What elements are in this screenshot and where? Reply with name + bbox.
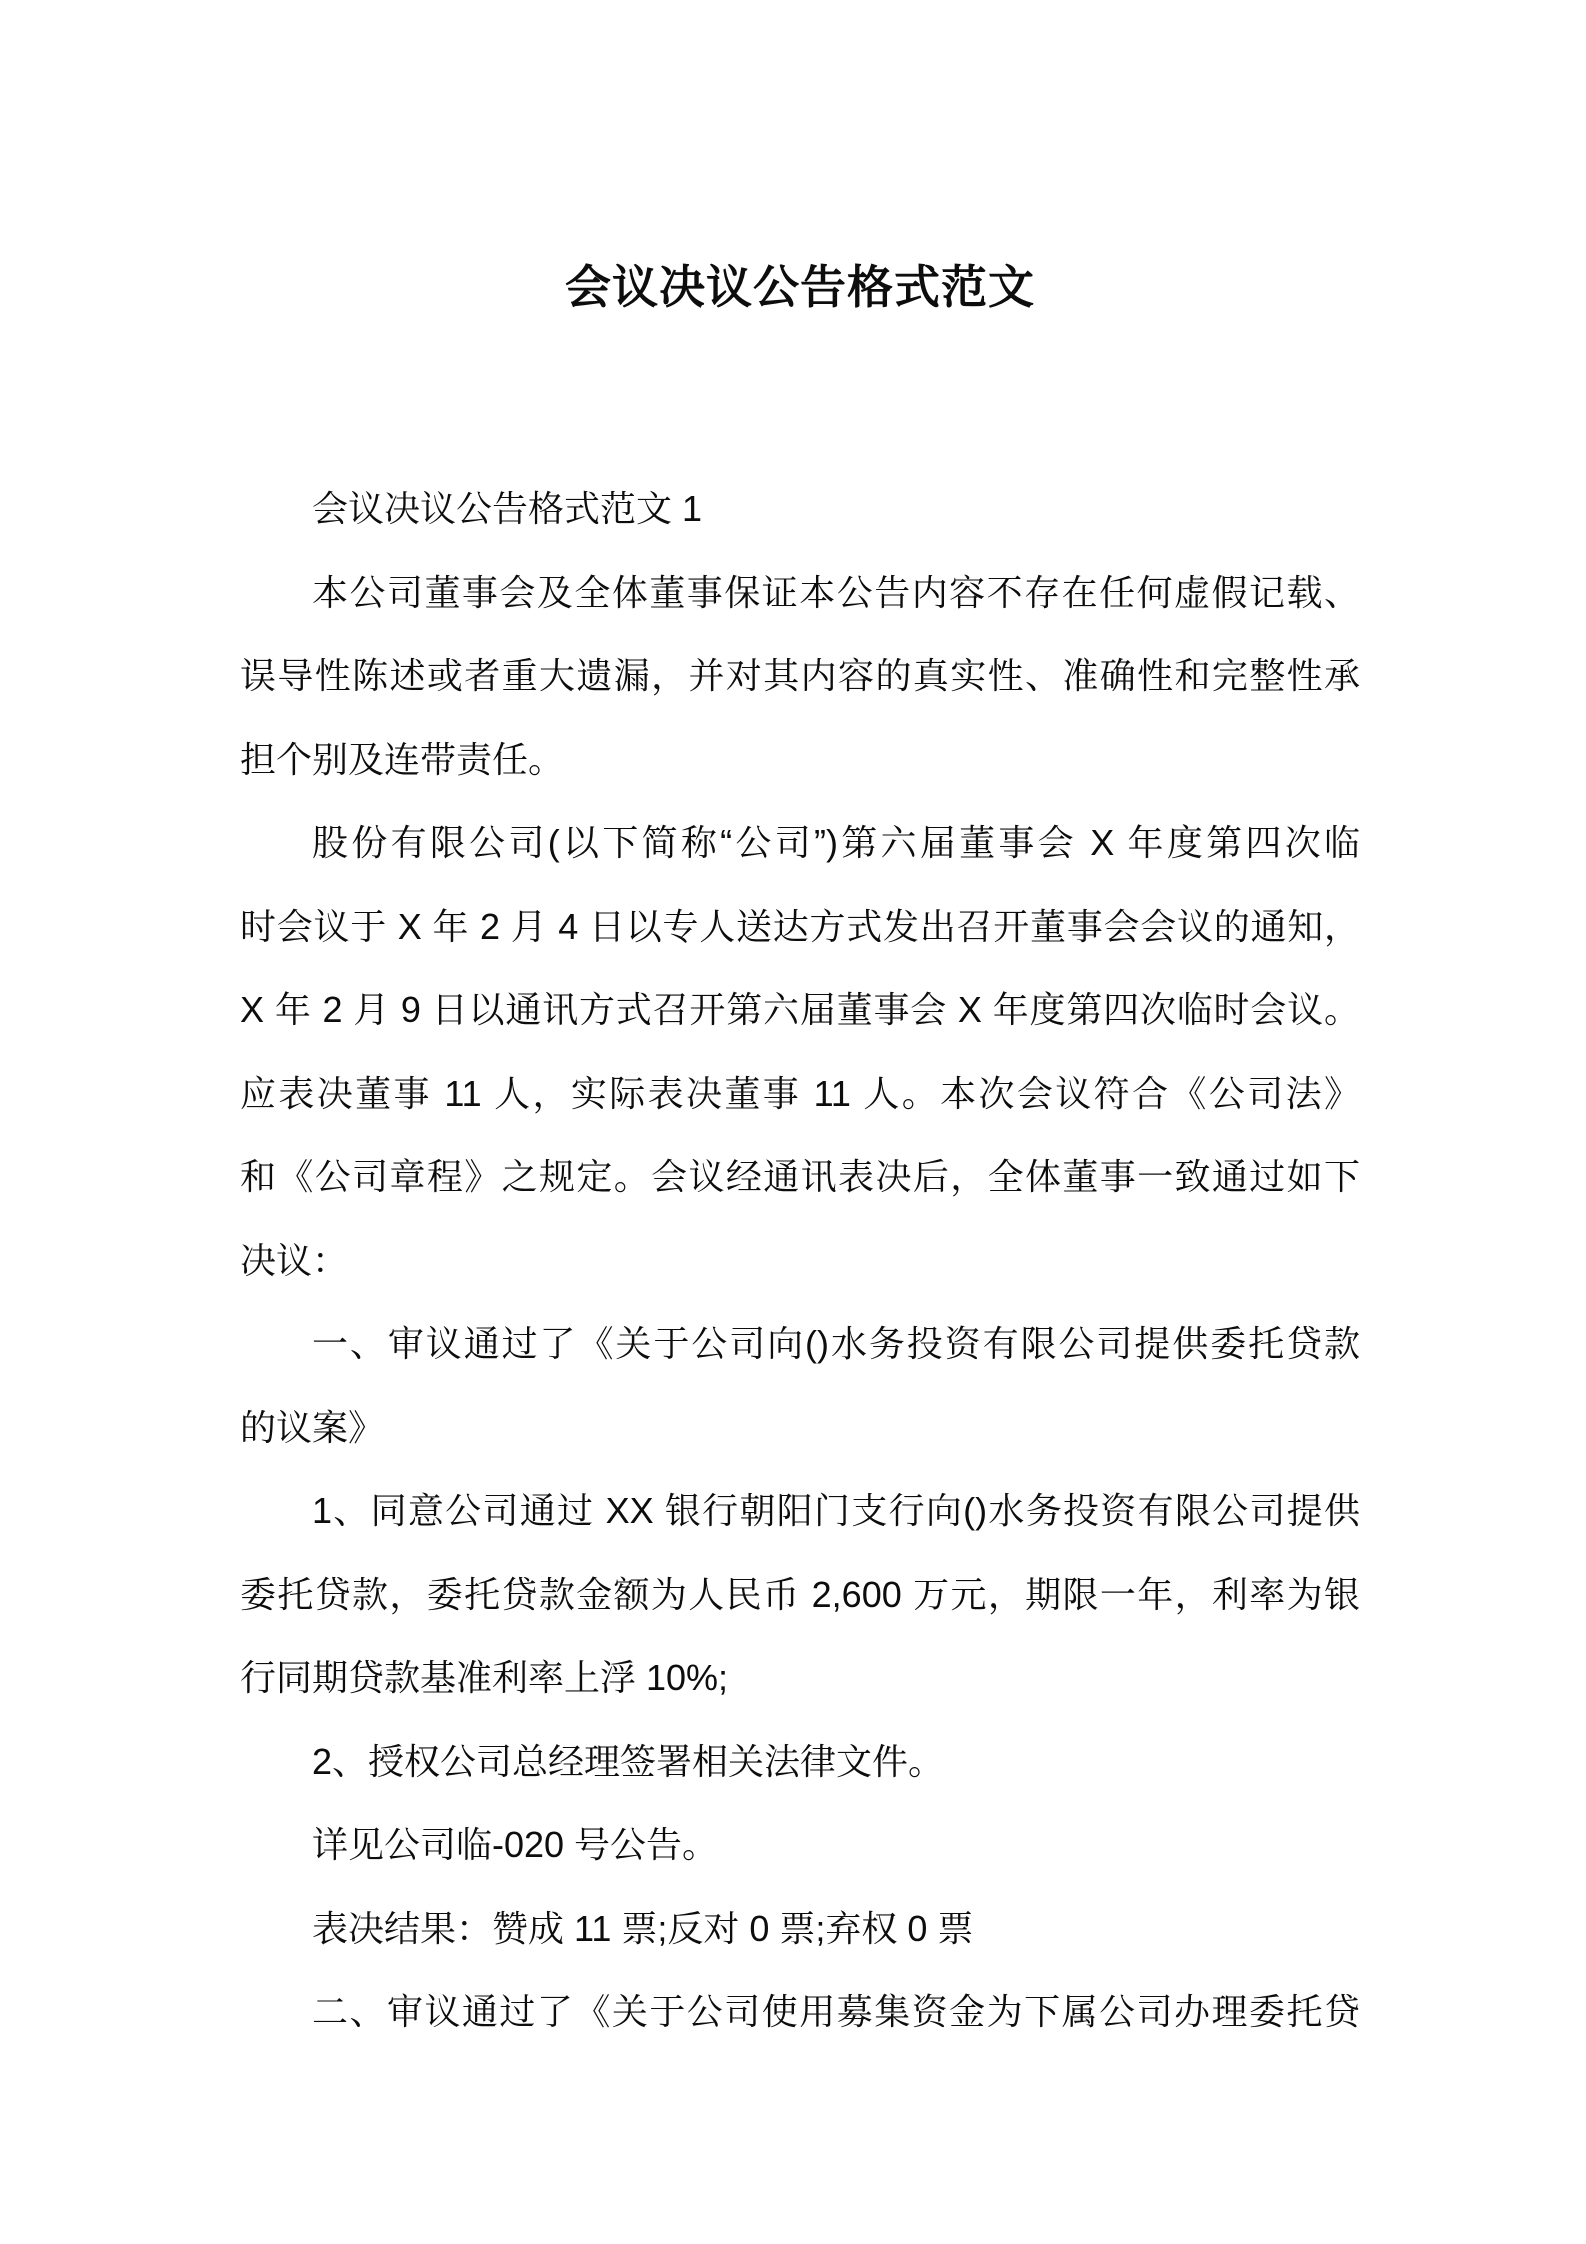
text-line: 担个别及连带责任。: [240, 738, 565, 780]
text-line: 详见公司临-020 号公告。: [312, 1824, 719, 1865]
text-line: 误导性陈述或者重大遗漏，并对其内容的真实性、准确性和完整性承: [240, 655, 1360, 696]
resolution-two-heading: [240, 1970, 1360, 2054]
document-body: [240, 467, 1360, 2054]
text-line: 和《公司章程》之规定。会议经通讯表决后，全体董事一致通过如下: [240, 1156, 1360, 1197]
text-line: 1、同意公司通过 XX 银行朝阳门支行向()水务投资有限公司提供: [312, 1490, 1360, 1531]
disclaimer-paragraph: [240, 551, 1360, 802]
text-line: 2、授权公司总经理签署相关法律文件。: [312, 1740, 945, 1782]
text-line: 决议：: [240, 1239, 349, 1281]
text-line: 本公司董事会及全体董事保证本公告内容不存在任何虚假记载、: [312, 571, 1360, 613]
text-line: 行同期贷款基准利率上浮 10%;: [240, 1657, 729, 1698]
text-line: 的议案》: [240, 1406, 385, 1448]
text-line: 二、审议通过了《关于公司使用募集资金为下属公司办理委托贷: [312, 1991, 1360, 2032]
resolution-one-item-2: [240, 1720, 1360, 1804]
text-line: 一、审议通过了《关于公司向()水务投资有限公司提供委托贷款: [312, 1323, 1360, 1364]
meeting-notice-paragraph: [240, 801, 1360, 1302]
document-title: 会议决议公告格式范文: [565, 260, 1035, 313]
resolution-one-heading: [240, 1302, 1360, 1469]
text-line: 会议决议公告格式范文 1: [312, 488, 703, 529]
announcement-reference: [240, 1803, 1360, 1887]
voting-result: [240, 1887, 1360, 1971]
text-line: 应表决董事 11 人，实际表决董事 11 人。本次会议符合《公司法》: [240, 1072, 1360, 1114]
text-line: 股份有限公司(以下简称“公司”)第六届董事会 X 年度第四次临: [312, 822, 1360, 863]
text-line: X 年 2 月 9 日以通讯方式召开第六届董事会 X 年度第四次临时会议。: [240, 989, 1360, 1030]
sample-heading: [240, 467, 1360, 551]
text-line: 委托贷款，委托贷款金额为人民币 2,600 万元，期限一年，利率为银: [240, 1573, 1360, 1615]
text-line: 表决结果：赞成 11 票;反对 0 票;弃权 0 票: [312, 1907, 974, 1949]
resolution-one-item-1: [240, 1469, 1360, 1720]
text-line: 时会议于 X 年 2 月 4 日以专人送达方式发出召开董事会会议的通知，: [240, 905, 1360, 947]
